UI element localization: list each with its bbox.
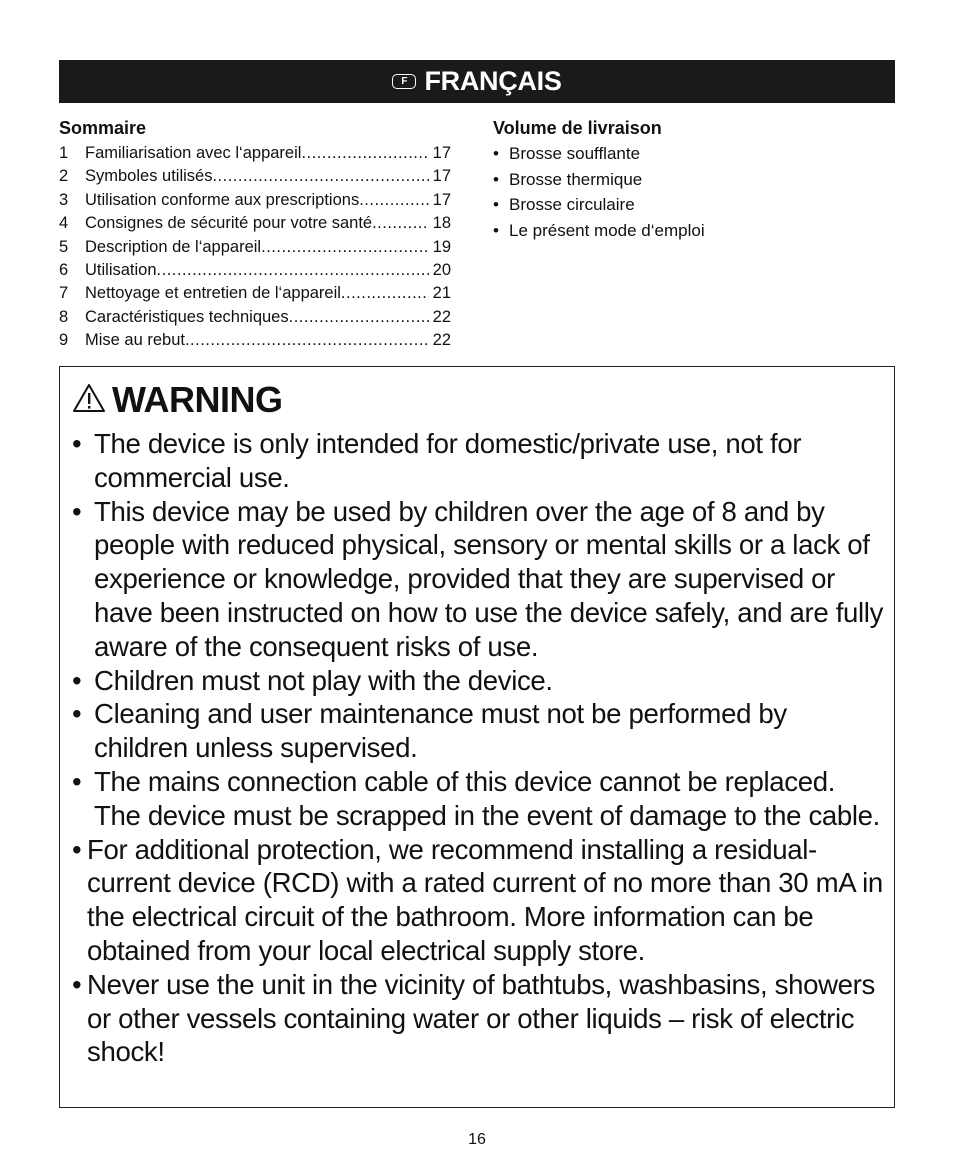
toc-item[interactable] [59,214,451,237]
warning-list [72,427,887,1069]
delivery-list-item: • Brosse circulaire [493,195,893,221]
toc-leader-dots [301,144,429,163]
toc-item[interactable] [59,167,451,190]
warning-title: WARNING [112,379,283,420]
toc-item-page: 22 [432,307,451,326]
toc-leader-dots [289,308,429,327]
toc-item[interactable] [59,261,451,284]
toc-leader-dots [372,214,429,233]
toc-item[interactable] [59,284,451,307]
toc-item-label: Caractéristiques techniques [85,307,289,326]
toc-item-number: 4 [59,214,69,233]
toc-item-label: Familiarisation avec l‘appareil [85,144,302,162]
warning-box [59,366,895,1108]
language-header-bar [59,60,895,103]
toc-item-page: 17 [432,144,451,162]
toc-item-number: 6 [59,260,69,279]
toc-item-number: 7 [59,284,69,303]
warning-list-item: • The mains connection cable of this device cannot be replaced. The device must be scrapped in the event of damage to the cable. [72,765,887,833]
toc-item-label: Symboles utilisés [85,167,213,186]
toc-item-number: 5 [59,237,69,256]
delivery-list-item: • Le présent mode d‘emploi [493,221,893,247]
toc-item[interactable] [59,144,451,167]
page-number: 16 [468,1131,486,1148]
toc-heading: Sommaire [59,118,147,138]
warning-list-item: • Never use the unit in the vicinity of bathtubs, washbasins, showers or other vessels containing water or other liquids – risk of electric shock! [72,968,887,1069]
toc-item[interactable] [59,238,451,261]
warning-list-item: • Cleaning and user maintenance must not be performed by children unless supervised. [72,697,887,765]
language-title: FRANÇAIS [424,66,562,96]
warning-header [72,379,283,421]
language-badge: F [392,74,416,89]
toc-leader-dots [261,238,429,257]
table-of-contents [59,118,451,355]
delivery-contents [493,118,893,246]
toc-leader-dots [157,261,429,280]
toc-item[interactable] [59,308,451,331]
toc-item-label: Consignes de sécurité pour votre santé [85,214,373,233]
toc-item[interactable] [59,191,451,214]
warning-list-item: • This device may be used by children over the age of 8 and by people with reduced physical, sensory or mental skills or a lack of experience or knowledge, provided that they are supervised or have been instructed on how to use the device safely, and are fully aware of the consequent risks of use. [72,495,887,664]
toc-item-label: Mise au rebut [85,331,185,350]
toc-item-page: 22 [432,331,451,350]
toc-item-number: 9 [59,331,69,350]
warning-list-item: • Children must not play with the device. [72,664,887,698]
toc-item-number: 8 [59,307,69,326]
toc-item-label: Utilisation conforme aux prescriptions [85,190,360,209]
toc-item-page: 17 [432,190,451,209]
toc-item-page: 21 [432,284,451,303]
toc-leader-dots [212,167,429,186]
delivery-heading: Volume de livraison [493,118,662,138]
delivery-list-item: • Brosse soufflante [493,144,893,170]
toc-list [59,144,451,355]
delivery-list [493,144,893,246]
warning-list-item: • The device is only intended for domestic/private use, not for commercial use. [72,427,887,495]
toc-leader-dots [359,191,429,210]
toc-item-page: 19 [432,237,451,256]
toc-item-label: Description de l‘appareil [85,237,262,256]
toc-item-page: 18 [432,214,451,233]
toc-leader-dots [341,284,429,303]
toc-item-number: 2 [59,167,69,186]
delivery-list-item: • Brosse thermique [493,170,893,196]
toc-item-page: 17 [432,167,451,186]
toc-item[interactable] [59,331,451,354]
warning-triangle-icon [72,383,106,418]
toc-leader-dots [185,331,429,350]
warning-list-item: • For additional protection, we recommend installing a residual-current device (RCD) with a rated current of no more than 30 mA in the electrical circuit of the bathroom. More information can be obtained from your local electrical supply store. [72,833,887,968]
toc-item-number: 1 [59,144,69,162]
toc-item-label: Utilisation [85,260,157,279]
toc-item-label: Nettoyage et entretien de l‘appareil [85,284,341,303]
toc-item-page: 20 [432,260,451,279]
toc-item-number: 3 [59,190,69,209]
